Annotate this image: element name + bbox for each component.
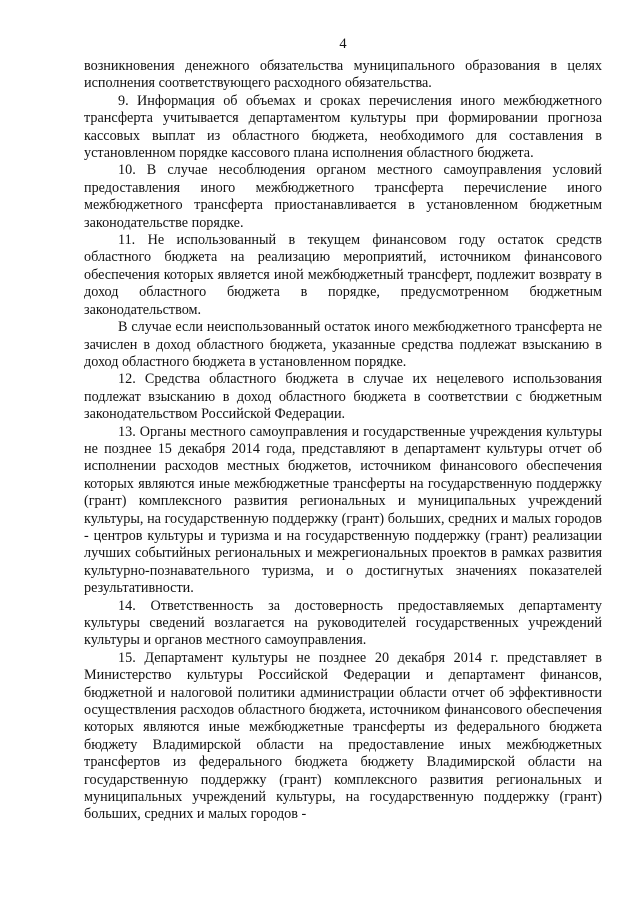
paragraph-15: 15. Департамент культуры не позднее 20 декабря 2014 г. представляет в Министерство культуры Российской Федерации и департамент финансов, бюджетной и налоговой политики администрации области отчет об эффективности осуществления расходов областного бюджета, источником финансового обеспечения которых являются иные межбюджетные трансферты из федерального бюджета бюджету Владимирской области на предоставление иных межбюджетных трансфертов из федерального бюджета бюджету Владимирской области на государственную поддержку (грант) комплексного развития региональных и муниципальных учреждений культуры, на государственную поддержку (грант) больших, средних и малых городов - bbox=[84, 649, 602, 823]
paragraph-10: 10. В случае несоблюдения органом местного самоуправления условий предоставления иного межбюджетного трансферта перечисление иного межбюджетного трансферта приостанавливается в установленном бюджетным законодательстве порядке. bbox=[84, 162, 602, 231]
paragraph-continuation: возникновения денежного обязательства муниципального образования в целях исполнения соответствующего расходного обязательства. bbox=[84, 58, 602, 92]
paragraph-11: 11. Не использованный в текущем финансовом году остаток средств областного бюджета на реализацию мероприятий, источником финансового обеспечения которых является иной межбюджетный трансферт, подлежит возврату в доход областного бюджета в порядке, предусмотренном бюджетным законодательством. bbox=[84, 232, 602, 318]
page-number: 4 bbox=[339, 36, 347, 52]
paragraph-12: 12. Средства областного бюджета в случае их нецелевого использования подлежат взысканию в доход областного бюджета в соответствии с бюджетным законодательством Российской Федерации. bbox=[84, 371, 602, 423]
document-body bbox=[84, 58, 602, 824]
paragraph-13: 13. Органы местного самоуправления и государственные учреждения культуры не позднее 15 декабря 2014 года, представляют в департамент культуры отчет об исполнении расходов местных бюджетов, источником финансового обеспечения которых являются иные межбюджетные трансферты на государственную поддержку (грант) комплексного развития региональных и муниципальных учреждений культуры, на государственную поддержку (грант) больших, средних и малых городов - центров культуры и туризма и на государственную поддержку (грант) реализации лучших событийных региональных и межрегиональных проектов в рамках развития культурно-познавательного туризма, и о достигнутых значениях показателей результативности. bbox=[84, 423, 602, 597]
paragraph-9: 9. Информация об объемах и сроках перечисления иного межбюджетного трансферта учитывается департаментом культуры при формировании прогноза кассовых выплат из областного бюджета, необходимого для составления в установленном порядке кассового плана исполнения областного бюджета. bbox=[84, 92, 602, 162]
paragraph-11-continued: В случае если неиспользованный остаток иного межбюджетного трансферта не зачислен в доход областного бюджета, указанные средства подлежат взысканию в доход областного бюджета в установленном порядке. bbox=[84, 319, 602, 370]
paragraph-14: 14. Ответственность за достоверность предоставляемых департаменту культуры сведений возлагается на руководителей государственных учреждений культуры и органов местного самоуправления. bbox=[84, 597, 602, 649]
